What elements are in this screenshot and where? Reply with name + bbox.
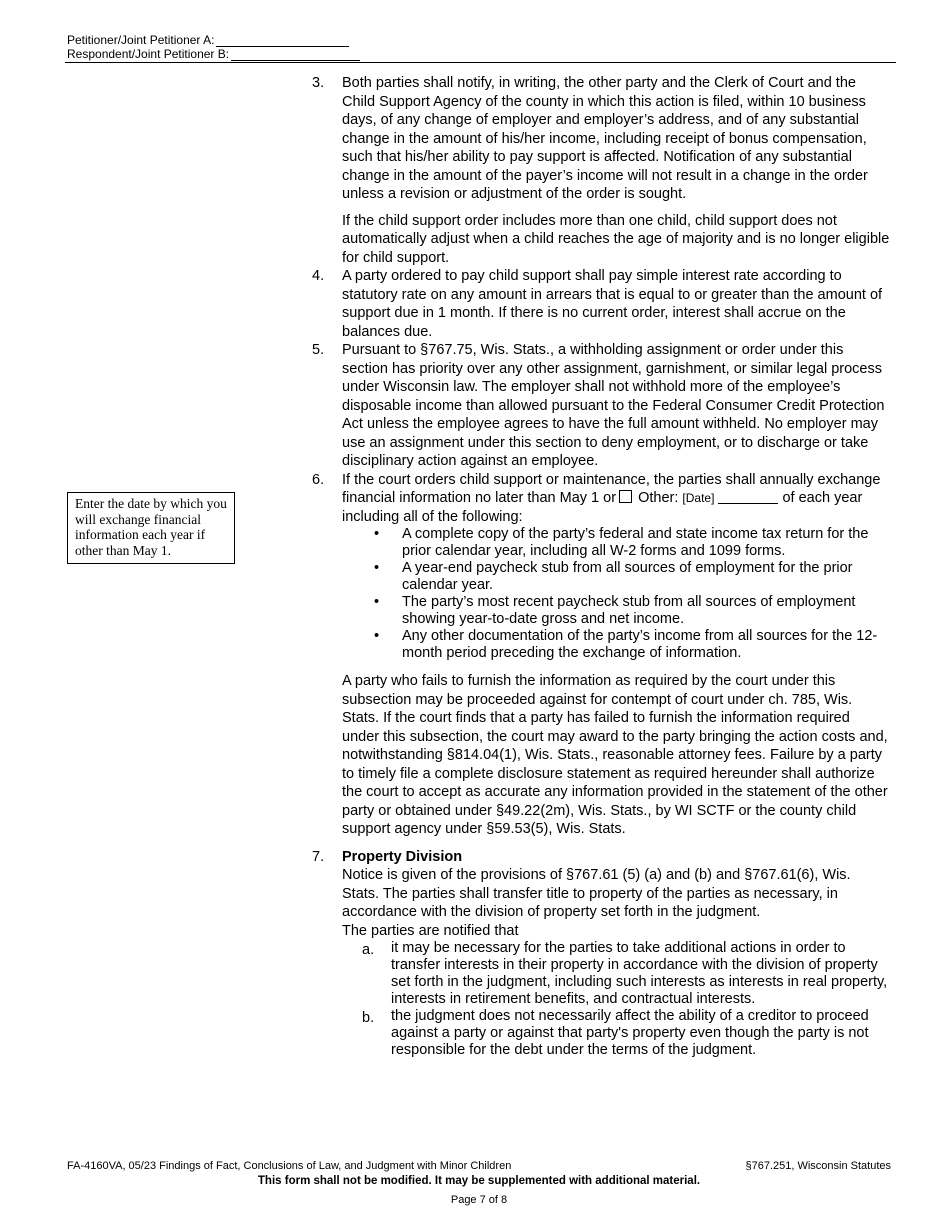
petitioner-row (67, 33, 360, 47)
item-number: 6. (312, 471, 325, 488)
item-number: 3. (312, 75, 325, 91)
list-item (374, 594, 890, 628)
item-3 (312, 74, 890, 267)
other-date-checkbox[interactable] (619, 490, 632, 503)
list-item-text: A year-end paycheck stub from all sources of employment for the prior calendar year. (402, 560, 853, 593)
footer-line (67, 1160, 891, 1172)
date-hint: [Date] (682, 491, 715, 505)
item-number: 5. (312, 342, 325, 358)
item-6 (312, 471, 890, 839)
item-7-paragraph-2: The parties are notified that (342, 922, 519, 939)
case-header (67, 33, 360, 61)
item-5 (312, 341, 890, 471)
item-6-intro-end: of each year including all of the following: (342, 490, 863, 525)
sub-item-text: it may be necessary for the parties to take additional actions in order to transfer interests in their property in accordance with the division of property set forth in the judgment, including such interests as interests in real property, interests in retirement benefits, and contractual interests. (391, 940, 888, 1007)
item-4 (312, 267, 890, 341)
sub-item-letter: b. (362, 1010, 375, 1026)
page-number: Page 7 of 8 (450, 1194, 508, 1206)
header-divider (65, 62, 896, 63)
list-item-text: The party’s most recent paycheck stub from all sources of employment showing year-to-date gross and net income. (402, 594, 856, 627)
financial-documents-list (342, 526, 890, 662)
item-6-intro: If the court orders child support or maintenance, the parties shall annually exchange financial information no later than May 1 or (342, 471, 881, 506)
item-7-paragraph-1: Notice is given of the provisions of §767.61 (5) (a) and (b) and §767.61(6), Wis. Stats. The parties shall transfer title to property of the parties as necessary, in accordance with the division of property set forth in the judgment. (342, 867, 851, 920)
main-content (312, 74, 890, 1059)
list-item (374, 560, 890, 594)
petitioner-label: Petitioner/Joint Petitioner A: (67, 33, 215, 47)
bullet-icon: • (374, 594, 380, 610)
footer-notice: This form shall not be modified. It may be supplemented with additional material. (257, 1175, 701, 1187)
respondent-field[interactable] (231, 48, 360, 61)
list-item-text: A complete copy of the party’s federal and state income tax return for the prior calendar year, including all W-2 forms and 1099 forms. (402, 526, 869, 559)
sub-item-b (342, 1008, 890, 1059)
respondent-label: Respondent/Joint Petitioner B: (67, 47, 230, 61)
sub-item-text: the judgment does not necessarily affect the ability of a creditor to proceed against a party or against that party's property even though the party is not responsible for the debt under the terms of the judgment. (391, 1008, 869, 1058)
item-3-paragraph-2: If the child support order includes more than one child, child support does not automatically adjust when a child reaches the age of majority and is no longer eligible for child support. (342, 212, 890, 266)
item-6-paragraph-1 (342, 471, 890, 527)
item-number: 7. (312, 848, 325, 865)
item-7-heading: Property Division (342, 848, 463, 865)
list-item-text: Any other documentation of the party’s income from all sources for the 12-month period preceding the exchange of information. (402, 628, 878, 661)
bullet-icon: • (374, 628, 380, 644)
side-note-box: Enter the date by which you will exchange financial information each year if other than May 1. (67, 492, 235, 564)
list-item (374, 628, 890, 662)
other-label: Other: (638, 490, 679, 506)
item-7 (312, 848, 890, 1060)
other-date-field[interactable] (718, 491, 778, 504)
bullet-icon: • (374, 560, 380, 576)
item-5-paragraph: Pursuant to §767.75, Wis. Stats., a withholding assignment or order under this section has priority over any other assignment, garnishment, or similar legal process under Wisconsin law. The employer shall not withhold more of the employee’s disposable income than allowed pursuant to the Federal Consumer Credit Protection Act unless the employee agrees to have the full amount withheld. No employer may use an assignment under this section to deny employment, or to discharge or take disciplinary action against an employee. (342, 342, 885, 469)
item-6-paragraph-2: A party who fails to furnish the information as required by the court under this subsection may be proceeded against for contempt of court under ch. 785, Wis. Stats. If the court finds that a party has failed to furnish the information required under this subsection, the court may award to the party bringing the action costs and, notwithstanding §814.04(1), Wis. Stats., reasonable attorney fees. Failure by a party to timely file a complete disclosure statement as required hereunder shall authorize the court to accept as accurate any information provided in the statement of the other party or obtained under §49.22(2m), Wis. Stats., by WI SCTF or the county child support agency under §59.53(5), Wis. Stats. (342, 673, 888, 837)
item-4-paragraph: A party ordered to pay child support shall pay simple interest rate according to statutory rate on any amount in arrears that is equal to or greater than the amount of support due in 1 month. If there is no current order, interest shall accrue on the balances due. (342, 268, 883, 340)
sub-item-letter: a. (362, 942, 375, 958)
sub-item-a (342, 940, 890, 1008)
bullet-icon: • (374, 526, 380, 542)
list-item (374, 526, 890, 560)
statute-reference: §767.251, Wisconsin Statutes (745, 1160, 891, 1172)
item-3-paragraph-1: Both parties shall notify, in writing, the other party and the Clerk of Court and the Child Support Agency of the county in which this action is filed, within 10 business days, of any change of employer and employer’s address, and of any substantial change in the amount of his/her income, including receipt of bonus compensation, such that his/her ability to pay support is affected. Notification of any substantial change in the amount of the payer’s income will not result in a change in the order unless a revision or adjustment of the order is sought. (342, 75, 868, 202)
petitioner-field[interactable] (216, 34, 349, 47)
respondent-row (67, 47, 360, 61)
item-number: 4. (312, 268, 325, 284)
form-id: FA-4160VA, 05/23 Findings of Fact, Conclusions of Law, and Judgment with Minor Children (67, 1160, 512, 1172)
